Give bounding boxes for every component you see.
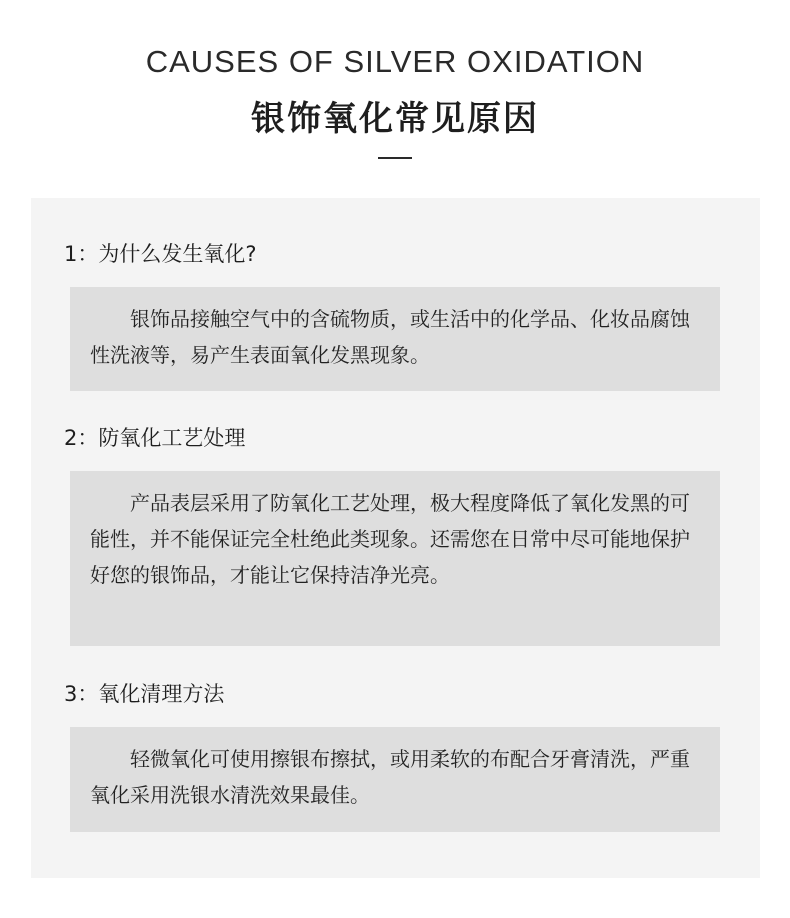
page-title-chinese: 银饰氧化常见原因 [251,99,539,139]
page-title-english: CAUSES OF SILVER OXIDATION [145,44,645,79]
section-heading-3: 3：氧化清理方法 [64,682,225,706]
section-text-3: 轻微氧化可使用擦银布擦拭，或用柔软的布配合牙膏清洗，严重氧化采用洗银水清洗效果最佳。 [90,747,690,807]
section-box-1 [70,287,720,391]
section-heading-1: 1：为什么发生氧化? [64,242,257,266]
section-box-3 [70,727,720,832]
section-heading-2: 2：防氧化工艺处理 [64,426,246,450]
section-box-2 [70,471,720,646]
section-text-2: 产品表层采用了防氧化工艺处理，极大程度降低了氧化发黑的可能性，并不能保证完全杜绝此类现象。还需您在日常中尽可能地保护好您的银饰品，才能让它保持洁净光亮。 [90,491,690,587]
section-text-1: 银饰品接触空气中的含硫物质，或生活中的化学品、化妆品腐蚀性洗液等，易产生表面氧化发黑现象。 [90,307,690,367]
title-divider [378,157,412,159]
